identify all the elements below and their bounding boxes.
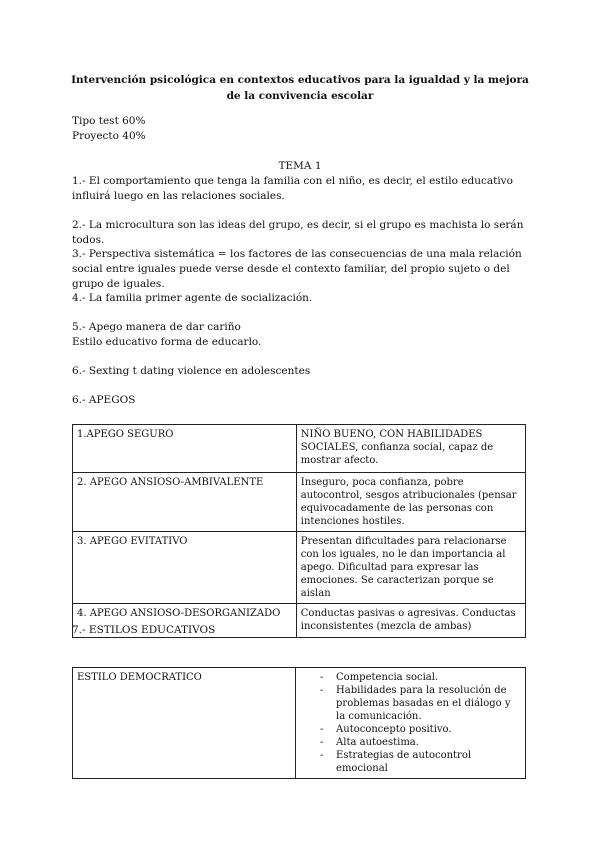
apego-description: NIÑO BUENO, CON HABILIDADES SOCIALES, confianza social, capaz de mostrar afecto. — [296, 425, 525, 473]
list-item: - Competencia social. — [336, 671, 521, 684]
apego-name: 2. APEGO ANSIOSO-AMBIVALENTE — [73, 473, 297, 532]
estilo-feature-list — [300, 671, 521, 775]
point-2: 2.- La microcultura son las ideas del grupo, es decir, si el grupo es machista lo serán todos. — [72, 219, 524, 246]
apegos-heading: 6.- APEGOS — [72, 394, 136, 406]
estilo-name: ESTILO DEMOCRATICO — [73, 668, 296, 779]
list-item: - Estrategias de autocontrol emocional — [336, 749, 521, 775]
table-row — [73, 425, 526, 473]
apegos-table — [72, 424, 526, 638]
estilos-table — [72, 667, 526, 779]
list-item: - Alta autoestima. — [336, 736, 521, 749]
estilo-features — [296, 668, 526, 779]
list-item: - Autoconcepto positivo. — [336, 723, 521, 736]
point-5: 5.- Apego manera de dar cariño — [72, 321, 241, 333]
point-3: 3.- Perspectiva sistemática = los factores de las consecuencias de una mala relación social entre iguales puede verse desde el contexto familiar, del propio sujeto o del grupo de iguales. — [72, 248, 522, 290]
apego-name: 3. APEGO EVITATIVO — [73, 532, 297, 604]
point-6: 6.- Sexting t dating violence en adolescentes — [72, 365, 311, 377]
point-1: 1.- El comportamiento que tenga la familia con el niño, es decir, el estilo educativo influirá luego en las relaciones sociales. — [72, 175, 513, 202]
point-5-continued: Estilo educativo forma de educarlo. — [72, 336, 262, 348]
section-heading: TEMA 1 — [278, 160, 322, 172]
point-4: 4.- La familia primer agente de socialización. — [72, 292, 313, 304]
document-title: Intervención psicológica en contextos educativos para la igualdad y la mejora de la convivencia escolar — [71, 74, 529, 102]
apego-name: 4. APEGO ANSIOSO-DESORGANIZADO — [73, 604, 297, 638]
apego-description: Inseguro, poca confianza, pobre autocontrol, sesgos atribucionales (pensar equivocadamente de las personas con intenciones hostiles. — [296, 473, 525, 532]
apego-name: 1.APEGO SEGURO — [73, 425, 297, 473]
apego-description: Conductas pasivas o agresivas. Conductas inconsistentes (mezcla de ambas) — [296, 604, 525, 638]
table-row — [73, 532, 526, 604]
estilos-heading: 7.- ESTILOS EDUCATIVOS — [72, 624, 216, 636]
grading-test: Tipo test 60% — [72, 115, 146, 127]
list-item: - Habilidades para la resolución de problemas basadas en el diálogo y la comunicación. — [336, 684, 521, 723]
table-row — [73, 473, 526, 532]
grading-project: Proyecto 40% — [72, 130, 146, 142]
table-row — [73, 668, 526, 779]
apego-description: Presentan dificultades para relacionarse con los iguales, no le dan importancia al apego. Dificultad para expresar las emociones. Se caracterizan porque se aislan — [296, 532, 525, 604]
